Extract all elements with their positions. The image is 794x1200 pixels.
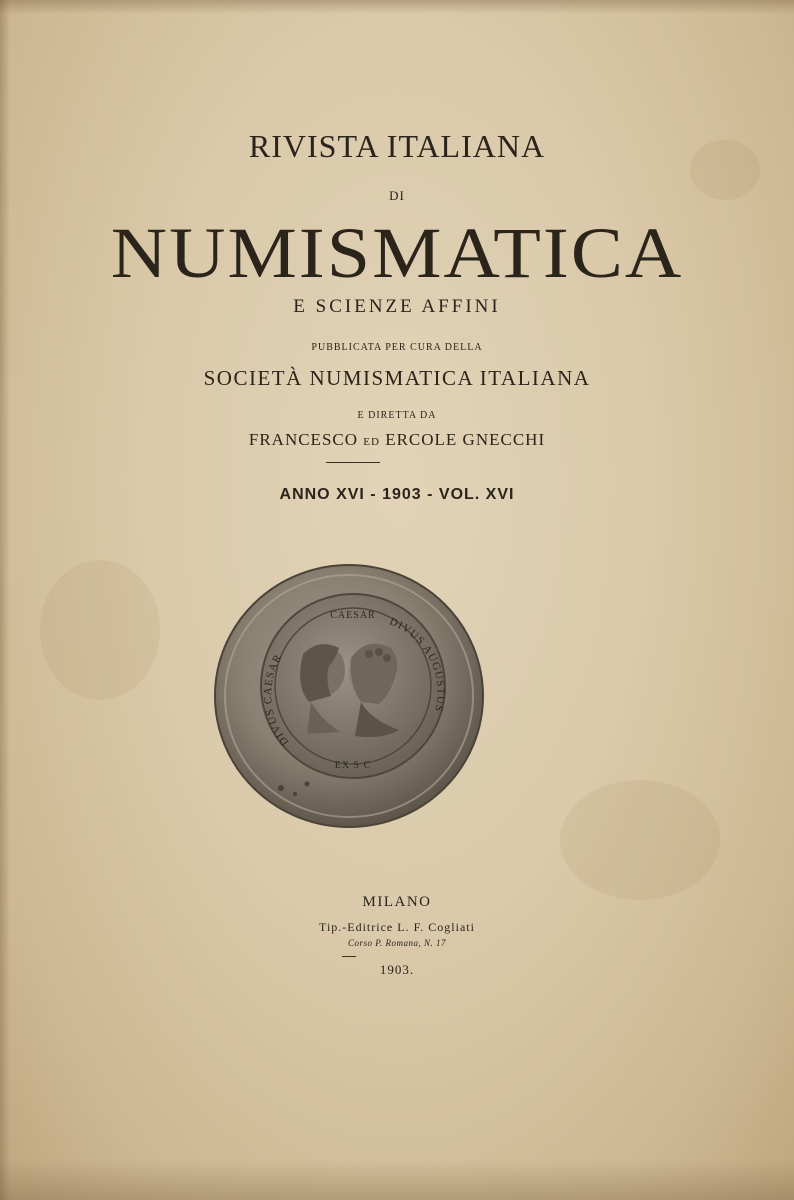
medal-inscription-right: DIVUS AUGUSTUS bbox=[387, 615, 447, 714]
published-by-intro: PUBBLICATA PER CURA DELLA bbox=[311, 342, 483, 353]
imprint-city: MILANO bbox=[362, 894, 432, 910]
paper-stain bbox=[40, 560, 160, 700]
society-name: SOCIETÀ NUMISMATICA ITALIANA bbox=[203, 366, 591, 390]
divider-rule bbox=[326, 462, 380, 463]
medal-inscription-top: CAESAR bbox=[330, 610, 376, 621]
editor-conjunction: ED bbox=[363, 436, 380, 448]
journal-title-line: RIVISTA ITALIANA bbox=[248, 128, 546, 164]
paper-stain bbox=[560, 780, 720, 900]
medal-inscription-left: DIVUS CAESAR bbox=[262, 652, 292, 748]
medal-illustration bbox=[211, 562, 487, 830]
medal-inscription-bottom: EX S C bbox=[334, 760, 372, 771]
journal-title-di: DI bbox=[389, 188, 405, 203]
journal-subtitle: E SCIENZE AFFINI bbox=[293, 296, 501, 317]
paper-edge-left bbox=[0, 0, 10, 1200]
editors-line bbox=[0, 430, 794, 450]
volume-line: ANNO XVI - 1903 - VOL. XVI bbox=[279, 486, 515, 503]
imprint-address: Corso P. Romana, N. 17 bbox=[347, 938, 447, 948]
paper-edge-bottom bbox=[0, 1160, 794, 1200]
directed-by-intro: E DIRETTA DA bbox=[357, 410, 437, 421]
journal-main-title: NUMISMATICA bbox=[110, 212, 684, 293]
imprint-year: 1903. bbox=[379, 962, 415, 977]
editor-first: FRANCESCO bbox=[248, 430, 359, 449]
imprint-publisher: Tip.-Editrice L. F. Cogliati bbox=[319, 920, 475, 934]
medal-image bbox=[211, 562, 487, 830]
imprint-rule bbox=[342, 956, 356, 957]
paper-edge-top bbox=[0, 0, 794, 14]
editor-last: ERCOLE GNECCHI bbox=[385, 430, 546, 449]
